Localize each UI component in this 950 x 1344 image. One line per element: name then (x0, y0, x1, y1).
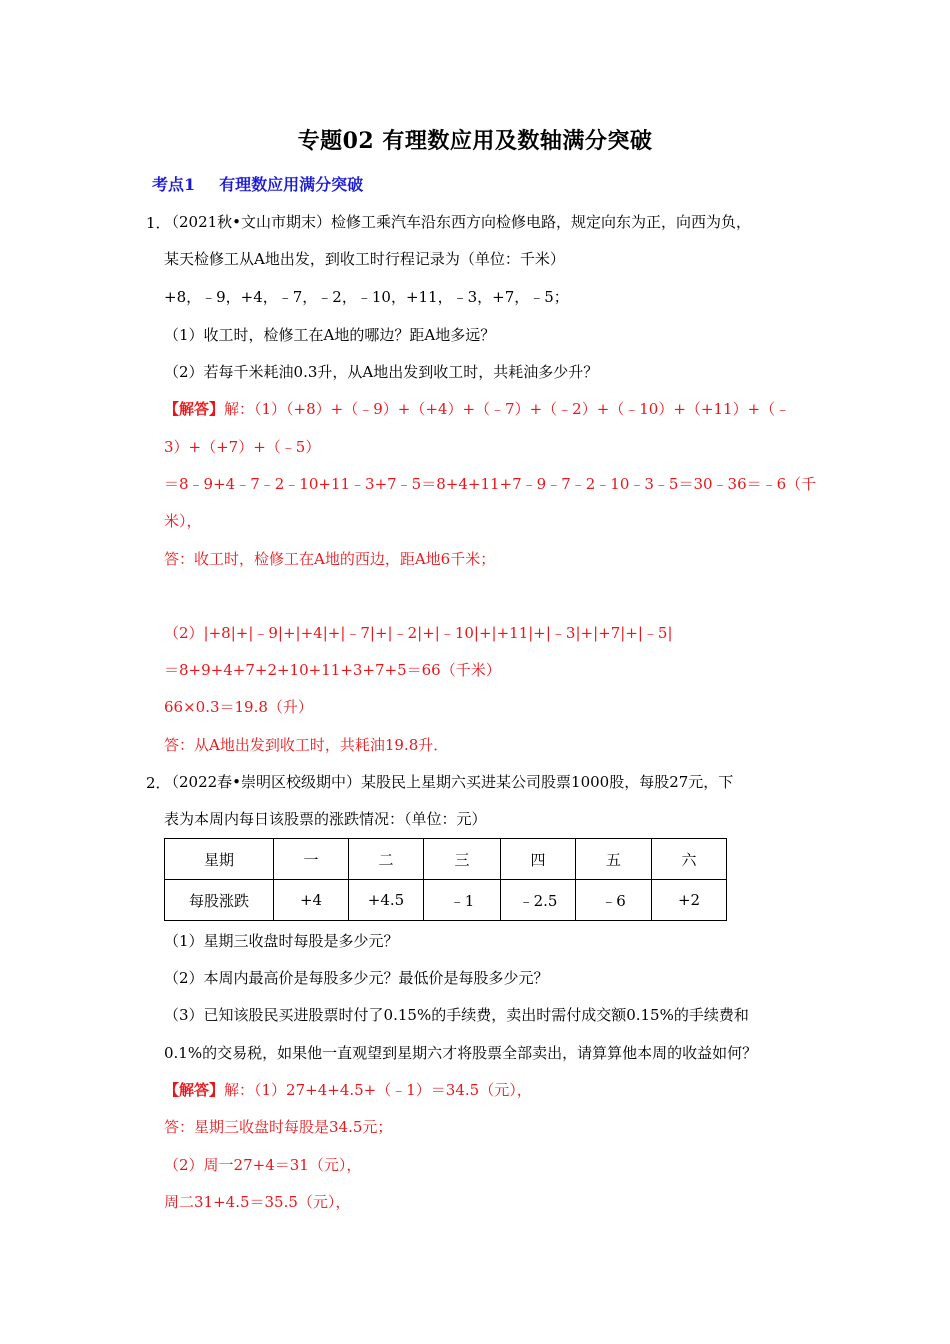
question-1-number: 1． (146, 214, 171, 232)
table-cell: ﹣6 (576, 880, 652, 921)
table-cell: 六 (652, 839, 727, 880)
question-2-sub3-line1: （3）已知该股民买进股票时付了0.15%的手续费，卖出时需付成交额0.15%的手续费和 (164, 1006, 749, 1024)
question-1-answer-line4: 米）， (164, 512, 202, 530)
question-1-data: +8，﹣9，+4，﹣7，﹣2，﹣10，+11，﹣3，+7，﹣5； (164, 288, 569, 306)
question-2-answer-line1 (164, 1080, 532, 1100)
answer-text: 解：（1）（+8）+（﹣9）+（+4）+（﹣7）+（﹣2）+（﹣10）+（+11）+（﹣ (224, 400, 791, 418)
table-row (165, 880, 727, 921)
section-heading (152, 172, 363, 195)
stock-change-table (164, 838, 727, 921)
question-2-number: 2． (146, 774, 171, 792)
question-2-answer-line4: 周二31+4.5＝35.5（元）， (164, 1193, 351, 1211)
table-header-row (165, 839, 727, 880)
question-1-answer-line5: 答：收工时，检修工在A地的西边，距A地6千米； (164, 550, 496, 568)
table-cell: +4 (274, 880, 349, 921)
table-cell: 一 (274, 839, 349, 880)
table-cell: +4.5 (349, 880, 424, 921)
question-2-sub1: （1）星期三收盘时每股是多少元？ (164, 932, 399, 950)
table-cell: 三 (424, 839, 501, 880)
table-cell: 五 (576, 839, 652, 880)
question-1-answer-line3: ＝8﹣9+4﹣7﹣2﹣10+11﹣3+7﹣5＝8+4+11+7﹣9﹣7﹣2﹣10﹣3﹣5＝30﹣36＝﹣6（千 (164, 475, 817, 493)
table-cell: 每股涨跌 (165, 880, 274, 921)
table-cell: ﹣2.5 (501, 880, 576, 921)
table-cell: ﹣1 (424, 880, 501, 921)
question-1-answer-line1 (164, 399, 790, 419)
table-cell: 四 (501, 839, 576, 880)
table-cell: +2 (652, 880, 727, 921)
question-1-answer-line6: （2）|+8|+|﹣9|+|+4|+|﹣7|+|﹣2|+|﹣10|+|+11|+|﹣3|+|+7|+|﹣5| (164, 624, 673, 642)
question-2-answer-line3: （2）周一27+4＝31（元）， (164, 1156, 362, 1174)
question-1-stem-line1: （2021秋•文山市期末）检修工乘汽车沿东西方向检修电路，规定向东为正，向西为负， (164, 213, 752, 231)
table-cell: 星期 (165, 839, 274, 880)
question-2-stem-line2: 表为本周内每日该股票的涨跌情况：（单位：元） (164, 810, 487, 828)
question-1-answer-line7: ＝8+9+4+7+2+10+11+3+7+5＝66（千米） (164, 661, 501, 679)
question-1-answer-line9: 答：从A地出发到收工时，共耗油19.8升． (164, 736, 449, 754)
page-title: 专题02 有理数应用及数轴满分突破 (297, 128, 653, 154)
table-cell: 二 (349, 839, 424, 880)
question-1-stem-line2: 某天检修工从A地出发，到收工时行程记录为（单位：千米） (164, 250, 565, 268)
section-title: 有理数应用满分突破 (219, 175, 364, 194)
answer-tag: 【解答】 (164, 1081, 225, 1099)
question-2-answer-line2: 答：星期三收盘时每股是34.5元； (164, 1118, 393, 1136)
question-2-stem-line1: （2022春•崇明区校级期中）某股民上星期六买进某公司股票1000股，每股27元，下 (164, 773, 734, 791)
answer-tag: 【解答】 (164, 400, 225, 418)
section-label: 考点1 (152, 175, 196, 194)
question-1-sub1: （1）收工时，检修工在A地的哪边？距A地多远？ (164, 326, 496, 344)
question-1-answer-line2: 3）+（+7）+（﹣5） (164, 438, 321, 456)
question-2-sub2: （2）本周内最高价是每股多少元？最低价是每股多少元？ (164, 969, 549, 987)
question-1-sub2: （2）若每千米耗油0.3升，从A地出发到收工时，共耗油多少升？ (164, 363, 599, 381)
question-2-sub3-line2: 0.1%的交易税，如果他一直观望到星期六才将股票全部卖出，请算算他本周的收益如何？ (164, 1044, 758, 1062)
question-1-answer-line8: 66×0.3＝19.8（升） (164, 698, 313, 716)
answer-text: 解：（1）27+4+4.5+（﹣1）＝34.5（元）， (224, 1081, 532, 1099)
